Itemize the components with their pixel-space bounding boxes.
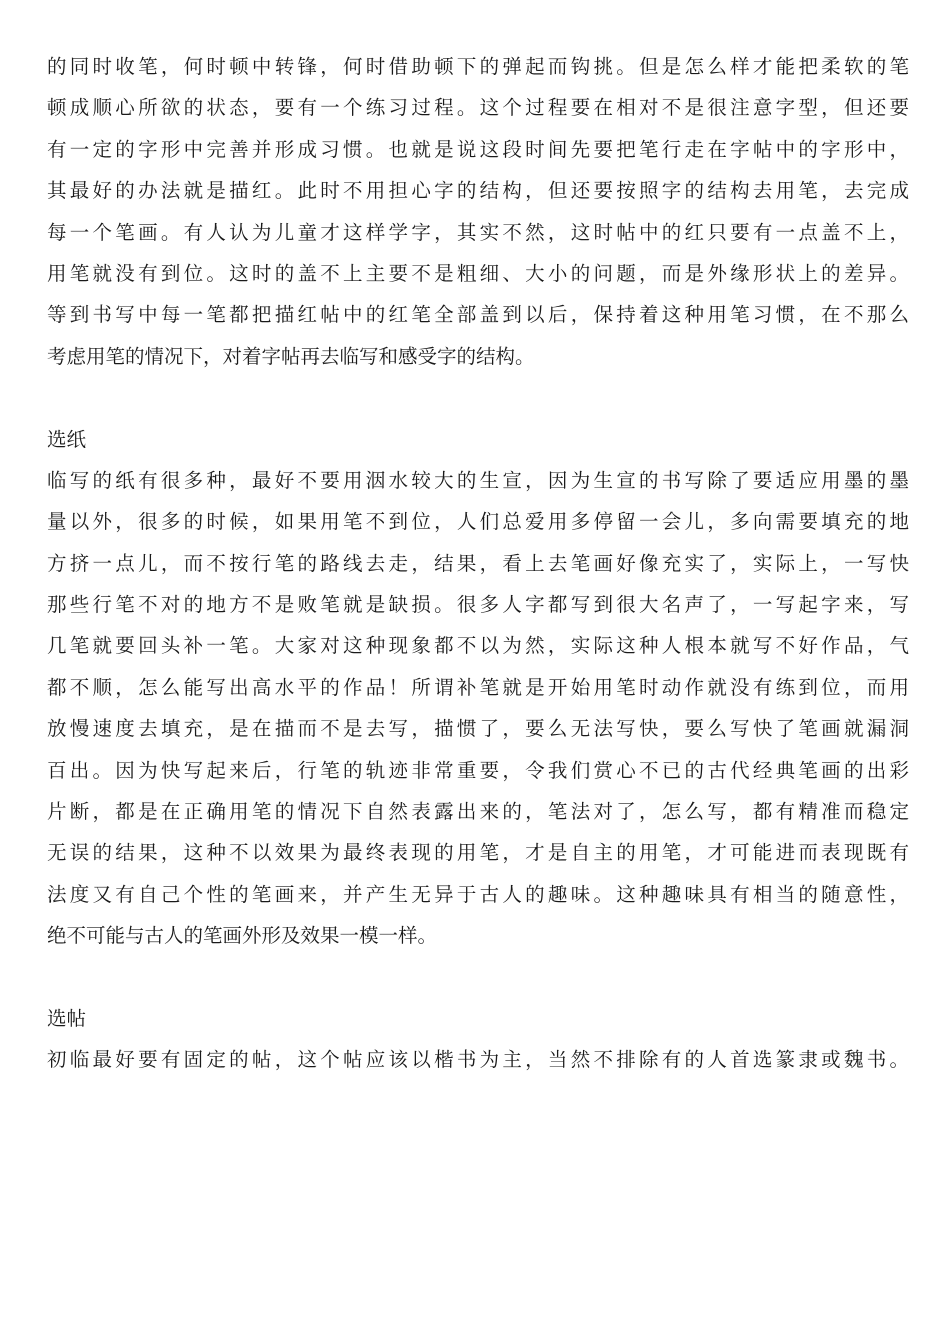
text-line: 等到书写中每一笔都把描红帖中的红笔全部盖到以后，保持着这种用笔习惯，在不那么 bbox=[47, 303, 909, 327]
text-line: 片断，都是在正确用笔的情况下自然表露出来的，笔法对了，怎么写，都有精准而稳定 bbox=[47, 800, 909, 824]
text-line: 临写的纸有很多种，最好不要用洇水较大的生宣，因为生宣的书写除了要适应用墨的墨 bbox=[47, 468, 909, 492]
text-line: 的同时收笔，何时顿中转锋，何时借助顿下的弹起而钩挑。但是怎么样才能把柔软的笔 bbox=[47, 55, 909, 78]
text-line: 绝不可能与古人的笔画外形及效果一模一样。 bbox=[47, 924, 438, 948]
section-heading: 选纸 bbox=[47, 427, 87, 451]
intro-paragraph bbox=[47, 46, 909, 377]
text-line: 那些行笔不对的地方不是败笔就是缺损。很多人字都写到很大名声了，一写起字来，写 bbox=[47, 593, 909, 617]
text-line: 无误的结果，这种不以效果为最终表现的用笔，才是自主的用笔，才可能进而表现既有 bbox=[47, 841, 909, 865]
blank-line bbox=[47, 957, 909, 998]
text-line: 几笔就要回头补一笔。大家对这种现象都不以为然，实际这种人根本就写不好作品，气 bbox=[47, 634, 909, 658]
text-line: 都不顺，怎么能写出高水平的作品！所谓补笔就是开始用笔时动作就没有练到位，而用 bbox=[47, 675, 909, 699]
text-line: 方挤一点儿，而不按行笔的路线去走，结果，看上去笔画好像充实了，实际上，一写快 bbox=[47, 551, 909, 575]
text-line: 每一个笔画。有人认为儿童才这样学字，其实不然，这时帖中的红只要有一点盖不上， bbox=[47, 220, 909, 244]
text-line: 初临最好要有固定的帖，这个帖应该以楷书为主，当然不排除有的人首选篆隶或魏书。 bbox=[47, 1048, 909, 1072]
section-paper bbox=[47, 419, 909, 957]
text-line: 考虑用笔的情况下，对着字帖再去临写和感受字的结构。 bbox=[47, 344, 535, 368]
document-page bbox=[47, 46, 909, 1081]
section-copybook bbox=[47, 998, 909, 1081]
text-line: 其最好的办法就是描红。此时不用担心字的结构，但还要按照字的结构去用笔，去完成 bbox=[47, 179, 909, 203]
text-line: 用笔就没有到位。这时的盖不上主要不是粗细、大小的问题，而是外缘形状上的差异。 bbox=[47, 261, 909, 285]
text-line: 法度又有自己个性的笔画来，并产生无异于古人的趣味。这种趣味具有相当的随意性， bbox=[47, 882, 909, 906]
text-line: 量以外，很多的时候，如果用笔不到位，人们总爱用多停留一会儿，多向需要填充的地 bbox=[47, 510, 909, 534]
text-line: 有一定的字形中完善并形成习惯。也就是说这段时间先要把笔行走在字帖中的字形中， bbox=[47, 137, 909, 161]
text-line: 放慢速度去填充，是在描而不是去写，描惯了，要么无法写快，要么写快了笔画就漏洞 bbox=[47, 717, 909, 741]
blank-line bbox=[47, 377, 909, 418]
text-line: 顿成顺心所欲的状态，要有一个练习过程。这个过程要在相对不是很注意字型，但还要 bbox=[47, 96, 909, 120]
section-heading: 选帖 bbox=[47, 1006, 87, 1030]
text-line: 百出。因为快写起来后，行笔的轨迹非常重要，令我们赏心不已的古代经典笔画的出彩 bbox=[47, 758, 909, 782]
